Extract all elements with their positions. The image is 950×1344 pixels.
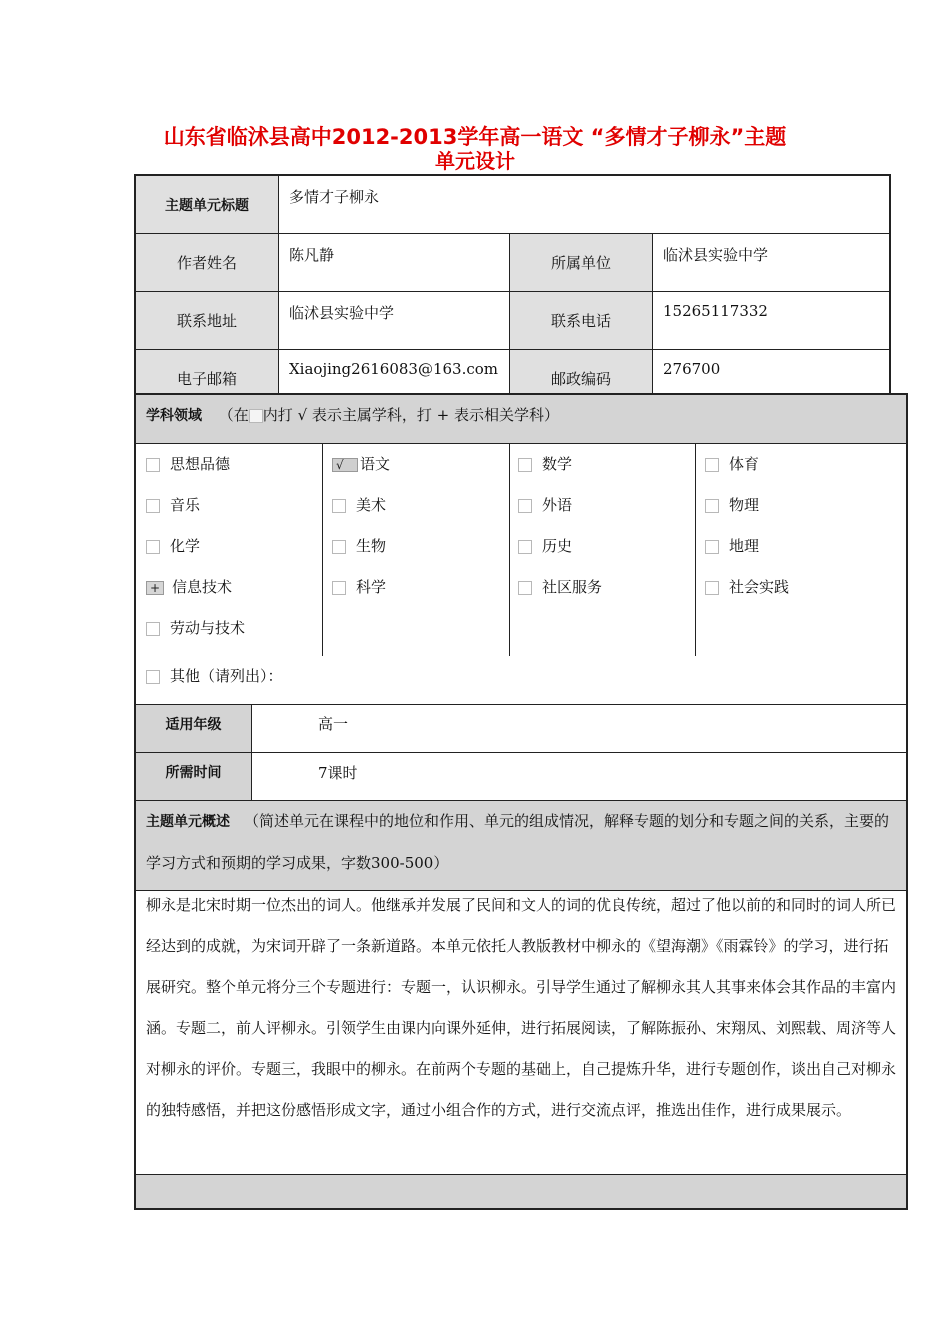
document-title-line1: 山东省临沭县高中2012-2013学年高一语文 “多情才子柳永”主题	[163, 125, 787, 149]
checkbox-icon[interactable]	[518, 540, 532, 554]
subject-option-other[interactable]: 其他（请列出）：	[146, 665, 283, 686]
checkbox-icon[interactable]	[518, 581, 532, 595]
grade-label-cell	[136, 705, 251, 752]
checkbox-icon[interactable]	[705, 499, 719, 513]
column-separator	[322, 443, 323, 656]
checkbox-icon[interactable]	[332, 581, 346, 595]
checkbox-icon[interactable]	[332, 540, 346, 554]
phone-value: 15265117332	[653, 292, 891, 350]
subject-option[interactable]: 外语	[518, 494, 572, 515]
checkbox-plus-icon[interactable]: +	[146, 581, 164, 595]
unit-value: 临沭县实验中学	[653, 234, 891, 292]
subject-option[interactable]: 思想品德	[146, 453, 230, 474]
overview-header	[136, 801, 906, 891]
checkbox-icon[interactable]	[705, 581, 719, 595]
subject-header	[136, 395, 906, 444]
checkbox-icon[interactable]	[146, 458, 160, 472]
overview-body: 柳永是北宋时期一位杰出的词人。他继承并发展了民间和文人的词的优良传统，超过了他以前的和同时的词人所已经达到的成就，为宋词开辟了一条新道路。本单元依托人教版教材中柳永的《望海潮》《雨霖铃》的学习，进行拓展研究。整个单元将分三个专题进行：专题一，认识柳永。引导学生通过了解柳永其人其事来体会其作品的丰富内涵。专题二，前人评柳永。引领学生由课内向课外延伸，进行拓展阅读，了解陈振孙、宋翔凤、刘熙载、周济等人对柳永的评价。专题三，我眼中的柳永。在前两个专题的基础上，自己提炼升华，进行专题创作，谈出自己对柳永的独特感悟，并把这份感悟形成文字，通过小组合作的方式，进行交流点评，推选出佳作，进行成果展示。	[146, 896, 897, 1119]
info-table	[134, 174, 891, 409]
checkbox-icon[interactable]	[146, 670, 160, 684]
email-label: 电子邮箱	[135, 350, 279, 409]
subject-header-note-a: （在	[218, 406, 249, 424]
unit-label: 所属单位	[510, 234, 653, 292]
subject-option[interactable]: 地理	[705, 535, 759, 556]
checkbox-icon[interactable]	[705, 458, 719, 472]
postcode-label: 邮政编码	[510, 350, 653, 409]
overview-note: （简述单元在课程中的地位和作用、单元的组成情况，解释专题的划分和专题之间的关系，主要的学习方式和预期的学习成果，字数300-500）	[146, 812, 890, 872]
subject-area-box	[134, 393, 908, 1210]
subject-option[interactable]: + 信息技术	[146, 576, 232, 597]
checkbox-icon[interactable]	[705, 540, 719, 554]
grade-value: 高一	[318, 715, 349, 733]
checkbox-sample-icon	[249, 409, 263, 423]
subject-option[interactable]: 物理	[705, 494, 759, 515]
phone-label: 联系电话	[510, 292, 653, 350]
theme-value: 多情才子柳永	[279, 175, 891, 234]
subject-option[interactable]: √ 语文	[332, 453, 390, 474]
subject-option[interactable]: 社会实践	[705, 576, 789, 597]
subject-option[interactable]: 音乐	[146, 494, 200, 515]
column-separator	[695, 443, 696, 656]
subject-option[interactable]: 劳动与技术	[146, 617, 245, 638]
subject-option[interactable]: 体育	[705, 453, 759, 474]
subject-option[interactable]: 历史	[518, 535, 572, 556]
checkbox-icon[interactable]	[146, 499, 160, 513]
document-title-line2: 单元设计	[435, 149, 515, 173]
time-value: 7课时	[318, 764, 358, 782]
divider	[136, 752, 906, 753]
column-separator	[509, 443, 510, 656]
subject-option[interactable]: 数学	[518, 453, 572, 474]
checkbox-icon[interactable]	[518, 458, 532, 472]
checkbox-icon[interactable]	[332, 499, 346, 513]
empty-footer-row	[136, 1175, 906, 1208]
subject-option[interactable]: 化学	[146, 535, 200, 556]
checkbox-icon[interactable]	[146, 622, 160, 636]
subject-header-note-b: 内打 √ 表示主属学科，打 + 表示相关学科）	[262, 406, 559, 424]
author-label: 作者姓名	[135, 234, 279, 292]
time-label-cell	[136, 753, 251, 801]
subject-option[interactable]: 美术	[332, 494, 386, 515]
subject-option[interactable]: 科学	[332, 576, 386, 597]
address-label: 联系地址	[135, 292, 279, 350]
theme-label: 主题单元标题	[135, 175, 279, 234]
subject-option[interactable]: 生物	[332, 535, 386, 556]
time-label: 所需时间	[165, 765, 222, 781]
checkbox-icon[interactable]	[146, 540, 160, 554]
email-value: Xiaojing2616083@163.com	[279, 350, 510, 409]
subject-header-label: 学科领域	[146, 408, 202, 424]
checkbox-icon[interactable]	[518, 499, 532, 513]
address-value: 临沭县实验中学	[279, 292, 510, 350]
postcode-value: 276700	[653, 350, 891, 409]
subject-option[interactable]: 社区服务	[518, 576, 602, 597]
overview-label: 主题单元概述	[146, 814, 230, 830]
checkbox-checked-icon[interactable]: √	[332, 458, 358, 472]
author-value: 陈凡静	[279, 234, 510, 292]
overview-header-text	[146, 801, 898, 884]
divider	[251, 705, 252, 801]
grade-label: 适用年级	[165, 717, 222, 733]
